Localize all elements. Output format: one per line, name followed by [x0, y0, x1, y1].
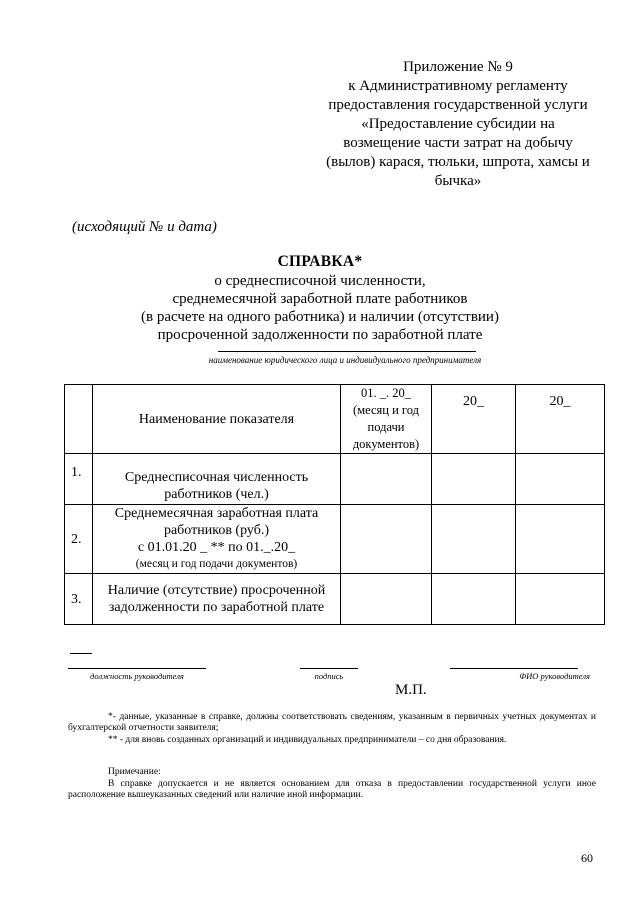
- document-title: СПРАВКА*: [277, 253, 363, 270]
- subtitle-line: о среднесписочной численности,: [214, 273, 426, 289]
- header-date-value: 01. _. 20_: [361, 386, 411, 400]
- document-subtitle: [110, 272, 530, 344]
- organization-name-line: [218, 351, 476, 352]
- header-date-note: (месяц и год подачи документов): [352, 403, 420, 451]
- page-number: 60: [581, 851, 593, 865]
- stamp-placeholder: М.П.: [395, 682, 427, 698]
- subtitle-line: среднемесячной заработной плате работников: [172, 291, 468, 307]
- position-caption: должность руководителя: [90, 671, 184, 681]
- row-number: 3.: [65, 574, 93, 625]
- header-date-column: [341, 385, 432, 454]
- row-indicator: Среднесписочная численность работников (чел.): [93, 454, 341, 505]
- table-row: [65, 505, 605, 574]
- organization-name-caption: наименование юридического лица и индивидуального предпринимателя: [208, 355, 482, 365]
- row-number: 1.: [65, 454, 93, 505]
- appendix-line: к Административному регламенту: [348, 78, 568, 94]
- table-row: [65, 574, 605, 625]
- row-cell-empty: [516, 505, 605, 574]
- appendix-line: «Предоставление субсидии на: [361, 116, 555, 132]
- row-cell-empty: [341, 505, 432, 574]
- footnote-1: *- данные, указанные в справке, должны соответствовать сведениям, указанным в первичных учетных документах и бухгалтерской отчетности заявителя;: [68, 712, 596, 733]
- appendix-line: Приложение № 9: [403, 59, 513, 75]
- header-indicator: Наименование показателя: [93, 385, 341, 454]
- footnote-2: ** - для вновь созданных организаций и индивидуальных предприниматели – со дня образования.: [108, 735, 507, 745]
- row-indicator-main: Среднемесячная заработная плата работников (руб.): [114, 506, 319, 538]
- row-number: 2.: [65, 505, 93, 574]
- header-year-2: 20_: [516, 385, 605, 454]
- remark-title: Примечание:: [108, 767, 161, 777]
- indicators-table: [64, 384, 605, 625]
- row-indicator-period: с 01.01.20 _ ** по 01._.20_: [137, 540, 296, 555]
- outgoing-number-label: (исходящий № и дата): [72, 219, 217, 235]
- row-cell-empty: [516, 454, 605, 505]
- appendix-line: возмещение части затрат на добычу: [343, 135, 573, 151]
- table-header-row: [65, 385, 605, 454]
- subtitle-line: просроченной задолженности по заработной плате: [157, 327, 483, 343]
- signature-caption: подпись: [314, 671, 344, 681]
- full-name-line: [450, 668, 578, 669]
- table-row: [65, 454, 605, 505]
- row-cell-empty: [516, 574, 605, 625]
- row-cell-empty: [432, 574, 516, 625]
- row-indicator-note: (месяц и год подачи документов): [135, 558, 298, 570]
- position-line: [68, 668, 206, 669]
- signature-line: [300, 668, 358, 669]
- row-cell-empty: [341, 454, 432, 505]
- remark-text: В справке допускается и не является основанием для отказа в предоставлении государственной услуги иное расположение вышеуказанных сведений или наличие иной информации.: [68, 779, 596, 800]
- appendix-header: [322, 58, 594, 191]
- appendix-line: предоставления государственной услуги: [328, 97, 588, 113]
- row-cell-empty: [432, 454, 516, 505]
- appendix-line: (вылов) карася, тюльки, шпрота, хамсы и: [326, 154, 590, 170]
- subtitle-line: (в расчете на одного работника) и наличии (отсутствии): [141, 309, 499, 325]
- row-indicator: [93, 505, 341, 574]
- row-cell-empty: [432, 505, 516, 574]
- header-num-cell: [65, 385, 93, 454]
- row-cell-empty: [341, 574, 432, 625]
- short-rule: [70, 653, 92, 654]
- appendix-line: бычка»: [434, 173, 482, 189]
- row-indicator: Наличие (отсутствие) просроченной задолженности по заработной плате: [93, 574, 341, 625]
- header-year-1: 20_: [432, 385, 516, 454]
- full-name-caption: ФИО руководителя: [519, 671, 590, 681]
